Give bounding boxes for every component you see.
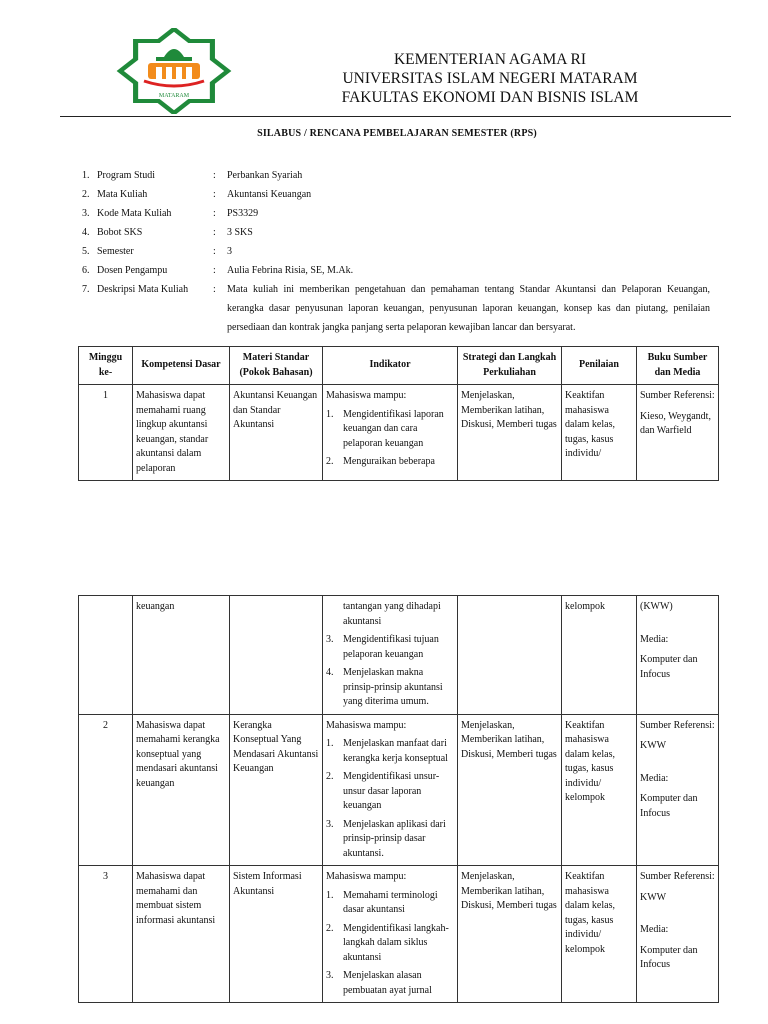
penilaian-cell: Keaktifan mahasiswa dalam kelas, tugas, kasus individu/ [562, 385, 637, 481]
week-cell: 2 [79, 714, 133, 866]
strategi-cell [458, 596, 562, 715]
info-row: 1. Program Studi : Perbankan Syariah [82, 170, 303, 181]
indikator-cell: Mahasiswa mampu: 1. Menjelaskan manfaat dari kerangka kerja konseptual 2. Mengidentifikasi unsur-unsur dasar laporan keuangan 3. Menjelaskan aplikasi dari prinsip-prinsip dasar akuntansi. [323, 714, 458, 866]
sumber-cell: Sumber Referensi: KWW Media: Komputer dan Infocus [637, 866, 719, 1003]
table-row [79, 714, 719, 866]
university-logo [116, 28, 232, 114]
header-line2: UNIVERSITAS ISLAM NEGERI MATARAM [342, 70, 638, 87]
header-cell: Penilaian [562, 347, 637, 385]
header-line3: FAKULTAS EKONOMI DAN BISNIS ISLAM [341, 89, 639, 106]
header-divider [60, 116, 731, 117]
kompetensi-cell: Mahasiswa dapat memahami kerangka konseptual yang mendasari akuntansi keuangan [133, 714, 230, 866]
info-row: 4. Bobot SKS : 3 SKS [82, 227, 253, 238]
indikator-list [326, 889, 454, 999]
logo-dome [164, 49, 184, 57]
penilaian-cell: Keaktifan mahasiswa dalam kelas, tugas, kasus individu/ kelompok [562, 866, 637, 1003]
header-cell: Indikator [323, 347, 458, 385]
penilaian-cell: kelompok [562, 596, 637, 715]
header-line1: KEMENTERIAN AGAMA RI [393, 51, 587, 68]
table-row [79, 385, 719, 481]
info-row: 5. Semester : 3 [82, 246, 232, 257]
list-item: 3. Mengidentifikasi tujuan pelaporan keuangan [326, 634, 439, 660]
table-row [79, 866, 719, 1003]
sumber-cell: Sumber Referensi: KWW Media: Komputer dan Infocus [637, 714, 719, 866]
sumber-cell: Sumber Referensi: Kieso, Weygandt, dan Warfield [637, 385, 719, 481]
list-item: 2. Mengidentifikasi unsur-unsur dasar laporan keuangan [326, 771, 440, 811]
list-item: 3. Menjelaskan aplikasi dari prinsip-prinsip dasar akuntansi. [326, 818, 446, 859]
indikator-list [326, 408, 454, 470]
header-cell: Minggu ke- [79, 347, 133, 385]
week-cell: 3 [79, 866, 133, 1003]
rps-table-page1 [78, 346, 719, 481]
list-item: 4. Menjelaskan makna prinsip-prinsip akuntansi yang diterima umum. [326, 667, 443, 707]
week-cell: 1 [79, 385, 133, 481]
info-row: 3. Kode Mata Kuliah : PS3329 [82, 208, 259, 219]
document-title: SILABUS / RENCANA PEMBELAJARAN SEMESTER (RPS) [257, 128, 537, 139]
list-item: 3. Menjelaskan alasan pembuatan ayat jurnal [326, 970, 432, 996]
penilaian-cell: Keaktifan mahasiswa dalam kelas, tugas, kasus individu/ kelompok [562, 714, 637, 866]
kompetensi-cell: Mahasiswa dapat memahami ruang lingkup akuntansi keuangan, standar akuntansi dalam pelaporan [133, 385, 230, 481]
materi-cell: Akuntansi Keuangan dan Standar Akuntansi [230, 385, 323, 481]
header-cell: Buku Sumber dan Media [637, 347, 719, 385]
list-item: 2. Menguraikan beberapa [326, 456, 435, 467]
kompetensi-cell: Mahasiswa dapat memahami dan membuat sistem informasi akuntansi [133, 866, 230, 1003]
sumber-cell: (KWW) Media: Komputer dan Infocus [637, 596, 719, 715]
strategi-cell: Menjelaskan, Memberikan latihan, Diskusi, Memberi tugas [458, 866, 562, 1003]
table-row [79, 596, 719, 715]
strategi-cell: Menjelaskan, Memberikan latihan, Diskusi, Memberi tugas [458, 714, 562, 866]
list-item: 2. Mengidentifikasi langkah-langkah dalam siklus akuntansi [326, 922, 449, 963]
institution-header [300, 50, 680, 107]
materi-cell: Kerangka Konseptual Yang Mendasari Akuntansi Keuangan [230, 714, 323, 866]
indikator-list [326, 737, 454, 861]
list-item: 1. Mengidentifikasi laporan keuangan dan cara pelaporan keuangan [326, 408, 444, 449]
logo-text: MATARAM [158, 93, 190, 99]
info-row: 6. Dosen Pengampu : Aulia Febrina Risia, SE, M.Ak. [82, 265, 354, 276]
info-row: 2. Mata Kuliah : Akuntansi Keuangan [82, 189, 312, 200]
kompetensi-cell: keuangan [133, 596, 230, 715]
table-header-row [79, 347, 719, 385]
list-item: 1. Menjelaskan manfaat dari kerangka kerja konseptual [326, 738, 448, 764]
header-cell: Materi Standar (Pokok Bahasan) [230, 347, 323, 385]
course-info [82, 166, 722, 337]
indikator-cell: Mahasiswa mampu: 1. Memahami terminologi dasar akuntansi 2. Mengidentifikasi langkah-langkah dalam siklus akuntansi 3. Menjelaskan alasan pembuatan ayat jurnal [323, 866, 458, 1003]
indikator-list [326, 633, 454, 710]
indikator-cell: tantangan yang dihadapi akuntansi 3. Mengidentifikasi tujuan pelaporan keuangan 4. Menjelaskan makna prinsip-prinsip akuntansi yang diterima umum. [323, 596, 458, 715]
materi-cell: Sistem Informasi Akuntansi [230, 866, 323, 1003]
indikator-cell: Mahasiswa mampu: 1. Mengidentifikasi laporan keuangan dan cara pelaporan keuangan 2. Menguraikan beberapa [323, 385, 458, 481]
materi-cell [230, 596, 323, 715]
list-item: 1. Memahami terminologi dasar akuntansi [326, 889, 438, 915]
header-cell: Strategi dan Langkah Perkuliahan [458, 347, 562, 385]
info-row: 7. Deskripsi Mata Kuliah : Mata kuliah ini memberikan pengetahuan dan pemahaman tentang Standar Akuntansi dan Pelaporan Keuangan, kerangka dasar penyusunan laporan keuangan, penyusunan laporan keuangan, konsep kas dan piutang, penilaian persediaan dan kontrak jangka panjang serta pelaporan kewajiban lancar dan bersyarat. [82, 284, 710, 333]
strategi-cell: Menjelaskan, Memberikan latihan, Diskusi, Memberi tugas [458, 385, 562, 481]
header-cell: Kompetensi Dasar [133, 347, 230, 385]
rps-table-page2 [78, 595, 719, 1003]
week-cell [79, 596, 133, 715]
